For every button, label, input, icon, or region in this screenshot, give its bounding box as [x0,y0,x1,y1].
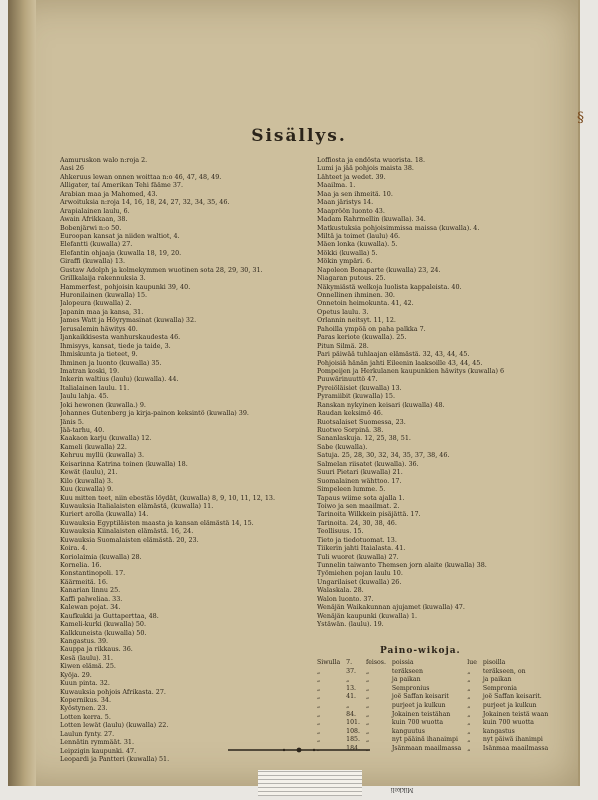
errata-cell: „ [467,693,471,701]
contents-entry: Kalewan pojat. 34. [60,603,121,612]
contents-entry: Laulun fynty. 27. [60,729,115,738]
contents-entry: Kalkkuneista (kuwalla) 50. [60,628,147,637]
errata-cell: „ [467,684,471,692]
contents-entry: Ihmiskunta ja tieteet, 9. [60,350,138,359]
errata-cell: „ [365,719,370,727]
errata-cell: Sempronia [482,684,517,692]
contents-entry: Kiwen elämä. 25. [60,662,116,671]
contents-entry: Matkustuksia pohjoisimmissa maissa (kuwalla). 4. [317,223,480,232]
newspaper-clipping [258,770,362,796]
contents-entry: Miltä ja toimet (laulu) 46. [317,231,401,240]
errata-cell: Siwulla [317,659,341,666]
book-spine [8,0,36,786]
errata-cell: purjeet ja kulkun [482,701,537,709]
errata-cell: 41. [346,693,356,701]
contents-entry: Lennätin rymmäät. 31. [60,738,135,747]
contents-entry: Tapaus wiime sota ajalla 1. [317,493,405,502]
contents-entry: Kuu (kuwalla) 9. [60,485,114,494]
errata-row [314,728,551,737]
contents-entry: Ruotsalaiset Suomessa, 23. [317,417,406,426]
errata-cell: „ [317,727,321,735]
contents-entry: Kangastus. 39. [60,636,109,645]
contents-entry: Ihmisyys, kansat, tiede ja taide, 3. [60,341,171,350]
contents-entry: Kyöstynen. 23. [60,704,108,713]
contents-entry: Kilo (kuwalla) 3. [60,476,114,485]
contents-entry: Walon luonto. 37. [317,594,374,603]
errata-cell: 184. [346,744,360,752]
contents-entry: Maapröön luonto 43. [317,206,385,215]
contents-entry: James Watt ja Höyrymasinat (kuwalla) 32. [60,316,197,325]
contents-entry: Käärmeitä. 16. [60,577,108,586]
contents-entry: Kopernikus. 34. [60,696,112,704]
contents-entry: Keisarinna Katrina toinen (kuwalla) 18. [60,459,188,468]
errata-cell: teräkseen [391,667,423,675]
contents-entry: Johannes Gutenberg ja kirja-painon keksintö (kuwalla) 39. [60,409,249,418]
contents-entry: Niagaran putous. 25. [317,274,386,283]
errata-cell: 13. [346,684,356,692]
contents-entry: Koira. 4. [60,544,88,553]
errata-cell: „ [365,667,370,675]
contents-entry: Jerusalemin häwitys 40. [60,324,138,333]
errata-cell: „ [365,736,370,744]
errata-cell: 108. [346,727,360,735]
contents-entry: Kuun pinta. 32. [60,679,110,688]
contents-entry: Kornelia. 16. [60,561,102,569]
contents-entry: Jänis 5. [60,417,84,426]
contents-entry: Loffiosta ja endösta wuorista. 18. [317,156,425,164]
contents-entry: Pyramiibit (kuwalla) 15. [317,392,396,401]
contents-entry: Paras keriote (kuwalla). 25. [317,333,407,342]
contents-entry: Hammerfest, pohjoisin kaupunki 39, 40. [60,282,191,291]
errata-cell: „ [317,736,321,744]
errata-cell: „ [317,744,321,752]
contents-entry: Ystäwän. (laulu). 19. [317,620,384,629]
contents-entry: Kuwauksia Egyptiläisten maasta ja kansan elämästä 14, 15. [60,518,254,527]
contents-entry: Lotten lewät (laulu) (kuwalla) 22. [60,721,169,730]
contents-entry: Kesä (laulu). 31. [60,653,113,662]
contents-entry: Salmelan riisatet (kuwalla). 36. [317,459,419,468]
errata-cell: „ [346,701,350,709]
contents-entry: Arabian maa ja Mahomed, 43. [60,189,158,198]
errata-cell: kanguutus [391,727,425,735]
contents-entry: Jaulu lahja. 45. [60,392,109,401]
contents-entry: Aasi 26 [60,164,84,173]
errata-cell: kangastus [482,727,515,735]
contents-entry: Leopardi ja Pantteri (kuwalla) 51. [60,755,170,764]
errata-cell: „ [467,727,471,735]
errata-cell: Isänmaa maailmassa [482,744,549,752]
errata-row [314,685,551,694]
contents-entry: Elefantin ohjaaja (kuwalla 18, 19, 20. [60,248,182,257]
errata-row [314,736,551,745]
errata-row [314,668,551,677]
contents-entry: Kuwauksia pohjois Afrikasta. 27. [60,687,166,696]
contents-entry: Satuja. 25, 28, 30, 32, 34, 35, 37, 38, 46. [317,451,450,460]
errata-cell: Jsänmaan maailmassa [391,744,462,752]
contents-entry: Kanarian linnu 25. [60,586,121,595]
contents-entry: Grillkalaija rakennuksia 3. [60,274,146,283]
contents-entry: Giraffi (kuwalla) 13. [60,257,125,266]
library-stamp: Mikkeli [390,786,414,793]
errata-cell: „ [317,693,321,701]
contents-left-column [60,156,275,764]
contents-entry: Lumi ja jää pohjois maista 38. [317,164,414,173]
contents-entry: Kuu mitten teet, niin ebestäs löydät, (kuwalla) 8, 9, 10, 11, 12, 13. [60,493,276,502]
contents-entry: Tarinoita. 24, 30, 38, 46. [317,518,397,527]
errata-cell: 37. [346,667,356,675]
contents-right-column [317,156,504,629]
errata-title: Paino-wikoja. [380,646,461,656]
errata-cell: „ [317,719,321,727]
contents-entry: Työmiehen pojan laulu 10. [317,569,403,578]
contents-entry: Suomalainen wähttoo. 17. [317,476,402,485]
contents-entry: Kaufkukki ja Guttaperttaa, 48. [60,611,159,620]
contents-entry: Ruotwo Sorpinä. 38. [317,426,384,434]
contents-entry: Konstantinopoli. 17. [60,569,126,578]
errata-cell: „ [365,676,370,684]
contents-entry: Kameli-kurki (kuwalla) 50. [60,620,147,629]
contents-entry: Italialainen laulu. 11. [60,383,130,392]
errata-cell: „ [365,684,370,692]
contents-entry: Pyreiöläisiet (kuwalla) 13. [317,383,402,392]
errata-cell: „ [467,676,471,684]
bookmark-tab-icon: § [577,110,584,126]
errata-cell: „ [317,667,321,675]
contents-entry: Pompeijen ja Herkulanen kaupunkien häwitys (kuwalla) 6 [317,366,505,375]
errata-cell: „ [317,710,321,718]
contents-entry: Pari päiwää tuhlaajan elämästä. 32, 43, 44, 45. [317,350,470,359]
errata-cell: „ [467,701,471,709]
contents-entry: Maa ja sen ihmeitä. 10. [317,189,393,198]
errata-cell: ja paikan [391,676,421,684]
contents-entry: Jalopeura (kuwalla) 2. [60,299,132,308]
contents-entry: Kehruu myllü (kuwalla) 3. [60,451,145,460]
contents-entry: Madam Rahrmellin (kuwalla). 34. [317,215,426,224]
errata-cell: „ [467,736,471,744]
contents-entry: Pohjoisiä hänän jahti Eileenin laaksoille 43, 44, 45. [317,358,483,367]
contents-entry: Jää-tarhu, 40. [60,426,105,434]
contents-entry: Kuwauksia Suomalaisten elämästä. 20, 23. [60,535,199,544]
errata-cell: kuin 700 wuotta [482,719,535,727]
contents-entry: Toiwo ja sen maailmat. 2. [317,501,400,510]
errata-cell: Sempronius [391,684,430,692]
errata-cell: „ [467,744,471,752]
errata-cell: „ [467,710,471,718]
errata-cell: „ [467,667,471,675]
contents-entry: Tiikerin jahti Itaialasta. 41. [317,544,406,553]
contents-entry: Raudan keksimö 46. [317,409,383,418]
errata-cell: nyt päiwä ihanimpi [482,736,543,744]
contents-entry: Arwoituksia n:roja 14, 16, 18, 24, 27, 32, 34, 35, 46. [60,198,230,207]
errata-cell: teräkseen, on [482,667,526,675]
contents-entry: Maailma. 1. [317,181,356,190]
contents-entry: Wenäjän Waikakunnan ajujamet (kuwalla) 47. [317,603,465,612]
contents-entry: Pahoilla ympöä on paha palkka 7. [317,324,426,333]
errata-cell: „ [365,693,370,701]
contents-entry: Kuriert arolla (kuwalla) 14. [60,510,149,519]
errata-row [314,676,551,685]
contents-entry: Elefantti (kuwalla) 27. [60,240,133,249]
errata-cell: „ [317,684,321,692]
contents-entry: Japanin maa ja kansa, 31. [60,307,144,316]
contents-entry: Kaffi palweliaa. 33. [60,594,123,603]
errata-cell: „ [365,710,370,718]
errata-cell: nyt pääinä ihanaimpi [391,736,458,744]
contents-entry: Walaskala. 28. [317,586,364,595]
errata-cell: „ [317,676,321,684]
errata-cell: poissia [391,659,414,666]
errata-row [314,659,551,668]
page-title: Sisällys. [251,126,347,146]
contents-entry: Mökki (kuwalla) 5. [317,248,378,257]
contents-entry: Onnetoin heimokunta. 41, 42. [317,299,414,308]
errata-cell: „ [365,701,370,709]
contents-entry: Onnellinen ihminen. 30. [317,291,395,299]
contents-entry: Kameli (kuwalla) 22. [60,442,127,451]
errata-cell: Jokainen teistä waan [482,710,549,718]
errata-cell: lue [467,659,477,666]
contents-entry: Kewät (laulu), 21. [60,468,118,477]
contents-entry: Mökin ympäri. 6. [317,257,373,266]
errata-cell: „ [365,744,370,752]
contents-entry: Leipzigin kaupunki. 47. [60,746,137,755]
errata-cell: 84. [346,710,356,718]
contents-entry: Joki hewonen (kuwalla.) 9. [60,400,146,409]
errata-row [314,719,551,728]
errata-cell: kuin 700 wuotta [391,719,444,727]
errata-cell: „ [317,701,321,709]
errata-cell: „ [467,719,471,727]
contents-entry: Simpeleen lumme. 5. [317,485,386,494]
errata-cell: joë Saffan keisarit [391,693,449,701]
contents-entry: Tieto ja tiedotuomat. 13. [317,535,397,544]
contents-entry: Gustaw Adolph ja kolmekymmen wuotinen sota 28, 29, 30, 31. [60,265,263,274]
contents-entry: Orlannin neitsyt. 11, 12. [317,316,396,325]
contents-entry: Aamuruskon walo n:roja 2. [60,156,148,164]
contents-entry: Huronilainen (kuwalla) 15. [60,291,148,299]
errata-cell: ja paikan [482,676,512,684]
errata-cell: 101. [346,719,360,727]
contents-entry: Ranskan nykyinen keisari (kuwalla) 48. [317,400,445,409]
errata-cell: feisos. [365,659,386,666]
contents-entry: Imatran koski, 19. [60,366,120,375]
errata-cell: purjeet ja kulkun [391,701,446,709]
contents-entry: Ijankaikkisesta wanhurskaudesta 46. [60,333,181,342]
contents-entry: Napoleon Bonaparte (kuwalla) 23, 24. [317,265,441,274]
contents-entry: Lotten kerra. 5. [60,712,111,721]
contents-entry: Tunnelin taiwanto Themsen jorn alaite (kuwalla) 38. [317,561,487,569]
contents-entry: Kuwauksia Italialaisten elämästä, (kuwalla) 11. [60,501,214,510]
errata-table [314,659,551,754]
errata-row [314,711,551,720]
contents-entry: Pitun Silmä. 28. [317,341,369,350]
errata-cell: 7. [346,659,353,666]
contents-entry: Kauppa ja rikkaus. 36. [60,645,133,654]
contents-entry: Awain Afrikkaan, 38. [60,215,128,224]
contents-entry: Puuwärinuuttö 47. [317,375,378,384]
contents-entry: Ungarilaiset (kuwalla) 26. [317,577,402,586]
contents-entry: Tarinoita Wilkkein pisäjättä. 17. [317,510,421,519]
contents-entry: Suuri Pietari (kuwalla) 21. [317,468,403,477]
ornament-divider [224,746,374,754]
contents-entry: Teollisuus. 15. [317,527,364,536]
contents-entry: Tuli wuoret (kuwalla) 27. [317,552,399,561]
contents-entry: Arapialainen laulu, 6. [60,206,130,215]
contents-entry: Mäen lonka (kuwalla). 5. [317,240,398,249]
errata-cell: 185. [346,736,360,744]
contents-entry: Bobenjärwi n:o 50. [60,223,122,232]
contents-entry: Lähteet ja wedet. 39. [317,172,386,181]
contents-entry: Maan järistys 14. [317,198,374,207]
errata-row [314,702,551,711]
contents-entry: Opetus laulu. 3. [317,307,369,316]
contents-entry: Alligater, taí Amerikan Tehi fääme 37. [60,181,184,190]
contents-entry: Sananlaskuja. 12, 25, 38, 51. [317,434,411,443]
contents-entry: Sabe (kuwalla). [317,442,368,451]
contents-entry: Ahkeruus lewan onnen woittaa n:o 46, 47, 48, 49. [60,172,222,181]
errata-cell: joë Saffan keisarit. [482,693,542,701]
contents-entry: Kuwauksia Kiinalaisten elämästä. 16, 24. [60,527,194,536]
contents-entry: Koriolaimia (kuwalla) 28. [60,552,142,561]
contents-entry: Ihminen ja luonto (kuwalla) 35. [60,358,162,367]
errata-cell: pisoilla [482,659,506,666]
contents-entry: Wenäjän kaupunki (kuwalla) 1. [317,611,418,620]
contents-entry: Näkymiästä welkoja luolista kappaleista. 40. [317,282,462,291]
contents-entry: Euroopan kansat ja niiden waltiot, 4. [60,231,180,240]
contents-entry: Kaakaon karju (kuwalla) 12. [60,434,152,443]
contents-entry: Kyöja. 29. [60,670,92,679]
contents-entry: Inkerin waltius (laulu) (kuwalla). 44. [60,375,179,384]
errata-cell: „ [365,727,370,735]
errata-cell: Jokainen teistähan [391,710,451,718]
errata-cell: „ [346,676,350,684]
errata-row [314,693,551,702]
